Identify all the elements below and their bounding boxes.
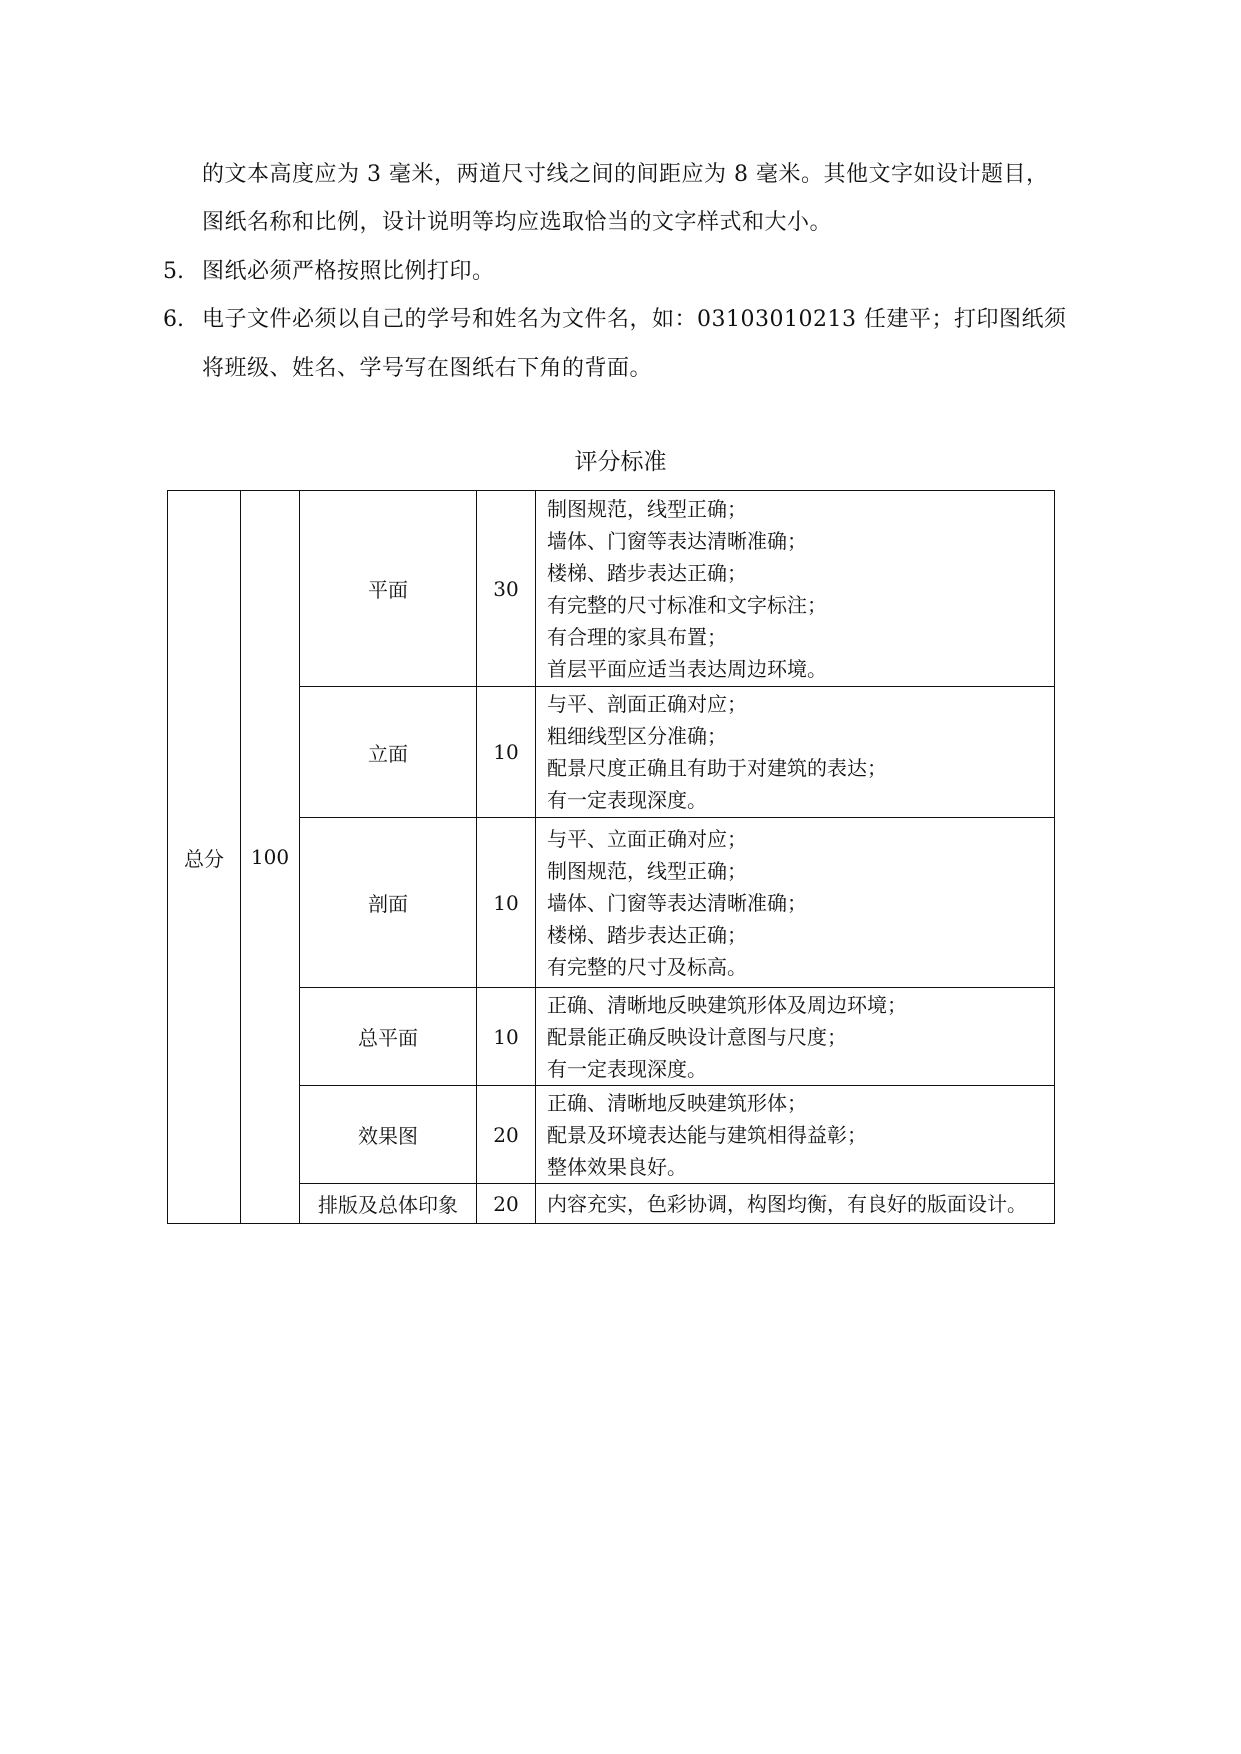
item-name: 效果图 bbox=[358, 1124, 418, 1148]
criteria-line: 楼梯、踏步表达正确； bbox=[547, 560, 747, 585]
score-cell bbox=[477, 988, 536, 1086]
score-cell bbox=[477, 1086, 536, 1184]
table-row bbox=[168, 491, 1055, 687]
criteria-line: 制图规范，线型正确； bbox=[547, 858, 747, 883]
criteria-line: 与平、立面正确对应； bbox=[547, 826, 747, 851]
criteria-line: 首层平面应适当表达周边环境。 bbox=[547, 656, 827, 681]
item-cell bbox=[300, 1086, 477, 1184]
total-score-cell bbox=[241, 491, 300, 1224]
score-cell bbox=[477, 687, 536, 818]
score-cell bbox=[477, 818, 536, 988]
table-title: 评分标准 bbox=[574, 449, 667, 475]
criteria-line: 有完整的尺寸标准和文字标注； bbox=[547, 592, 827, 617]
table-row bbox=[168, 1086, 1055, 1184]
criteria-cell bbox=[536, 687, 1055, 818]
item-cell bbox=[300, 687, 477, 818]
criteria-line: 有合理的家具布置； bbox=[547, 624, 727, 649]
item-cell bbox=[300, 1184, 477, 1224]
criteria-cell bbox=[536, 1086, 1055, 1184]
criteria-line: 正确、清晰地反映建筑形体及周边环境； bbox=[547, 992, 907, 1017]
item-score: 20 bbox=[493, 1191, 519, 1216]
list-item-number: 6. bbox=[163, 307, 184, 332]
body-line-2: 图纸名称和比例，设计说明等均应选取恰当的文字样式和大小。 bbox=[202, 210, 833, 235]
table-row bbox=[168, 687, 1055, 818]
criteria-line: 有一定表现深度。 bbox=[547, 788, 707, 812]
table-row bbox=[168, 1184, 1055, 1224]
criteria-line: 有完整的尺寸及标高。 bbox=[547, 954, 747, 979]
criteria-line: 与平、剖面正确对应； bbox=[547, 692, 747, 716]
item-score: 30 bbox=[493, 576, 519, 601]
item-score: 10 bbox=[493, 740, 519, 764]
item-cell bbox=[300, 818, 477, 988]
grading-table bbox=[167, 490, 1055, 1224]
body-line-1: 的文本高度应为 3 毫米，两道尺寸线之间的间距应为 8 毫米。其他文字如设计题目， bbox=[202, 162, 1049, 187]
criteria-line: 配景尺度正确且有助于对建筑的表达； bbox=[547, 756, 887, 780]
criteria-cell bbox=[536, 988, 1055, 1086]
total-score: 100 bbox=[250, 845, 290, 869]
criteria-line: 有一定表现深度。 bbox=[547, 1056, 707, 1081]
item-cell bbox=[300, 988, 477, 1086]
criteria-line: 墙体、门窗等表达清晰准确； bbox=[547, 890, 807, 915]
criteria-line: 正确、清晰地反映建筑形体； bbox=[547, 1090, 807, 1115]
total-label: 总分 bbox=[184, 846, 224, 871]
item-name: 排版及总体印象 bbox=[318, 1193, 458, 1217]
item-score: 10 bbox=[493, 1024, 519, 1049]
list-item-text: 将班级、姓名、学号写在图纸右下角的背面。 bbox=[202, 356, 653, 381]
item-cell bbox=[300, 491, 477, 687]
item-name: 总平面 bbox=[358, 1026, 418, 1050]
criteria-line: 配景能正确反映设计意图与尺度； bbox=[547, 1024, 847, 1049]
table-row bbox=[168, 988, 1055, 1086]
criteria-line: 楼梯、踏步表达正确； bbox=[547, 922, 747, 947]
list-item-text: 图纸必须严格按照比例打印。 bbox=[202, 259, 495, 284]
criteria-line: 制图规范，线型正确； bbox=[547, 496, 747, 521]
criteria-line: 粗细线型区分准确； bbox=[547, 724, 727, 748]
total-label-cell bbox=[168, 491, 241, 1224]
list-item-text: 电子文件必须以自己的学号和姓名为文件名，如：03103010213 任建平；打印图纸须 bbox=[202, 307, 1067, 332]
item-score: 10 bbox=[493, 890, 519, 915]
criteria-cell bbox=[536, 818, 1055, 988]
criteria-cell bbox=[536, 491, 1055, 687]
item-name: 平面 bbox=[368, 578, 408, 602]
item-score: 20 bbox=[493, 1122, 519, 1147]
criteria-line: 配景及环境表达能与建筑相得益彰； bbox=[547, 1122, 867, 1147]
table-row bbox=[168, 818, 1055, 988]
criteria-line: 内容充实，色彩协调，构图均衡，有良好的版面设计。 bbox=[547, 1191, 1027, 1216]
criteria-line: 整体效果良好。 bbox=[547, 1154, 687, 1179]
item-name: 立面 bbox=[368, 741, 408, 766]
list-item-number: 5. bbox=[163, 259, 184, 284]
score-cell bbox=[477, 1184, 536, 1224]
score-cell bbox=[477, 491, 536, 687]
item-name: 剖面 bbox=[368, 892, 408, 916]
criteria-line: 墙体、门窗等表达清晰准确； bbox=[547, 528, 807, 553]
criteria-cell bbox=[536, 1184, 1055, 1224]
